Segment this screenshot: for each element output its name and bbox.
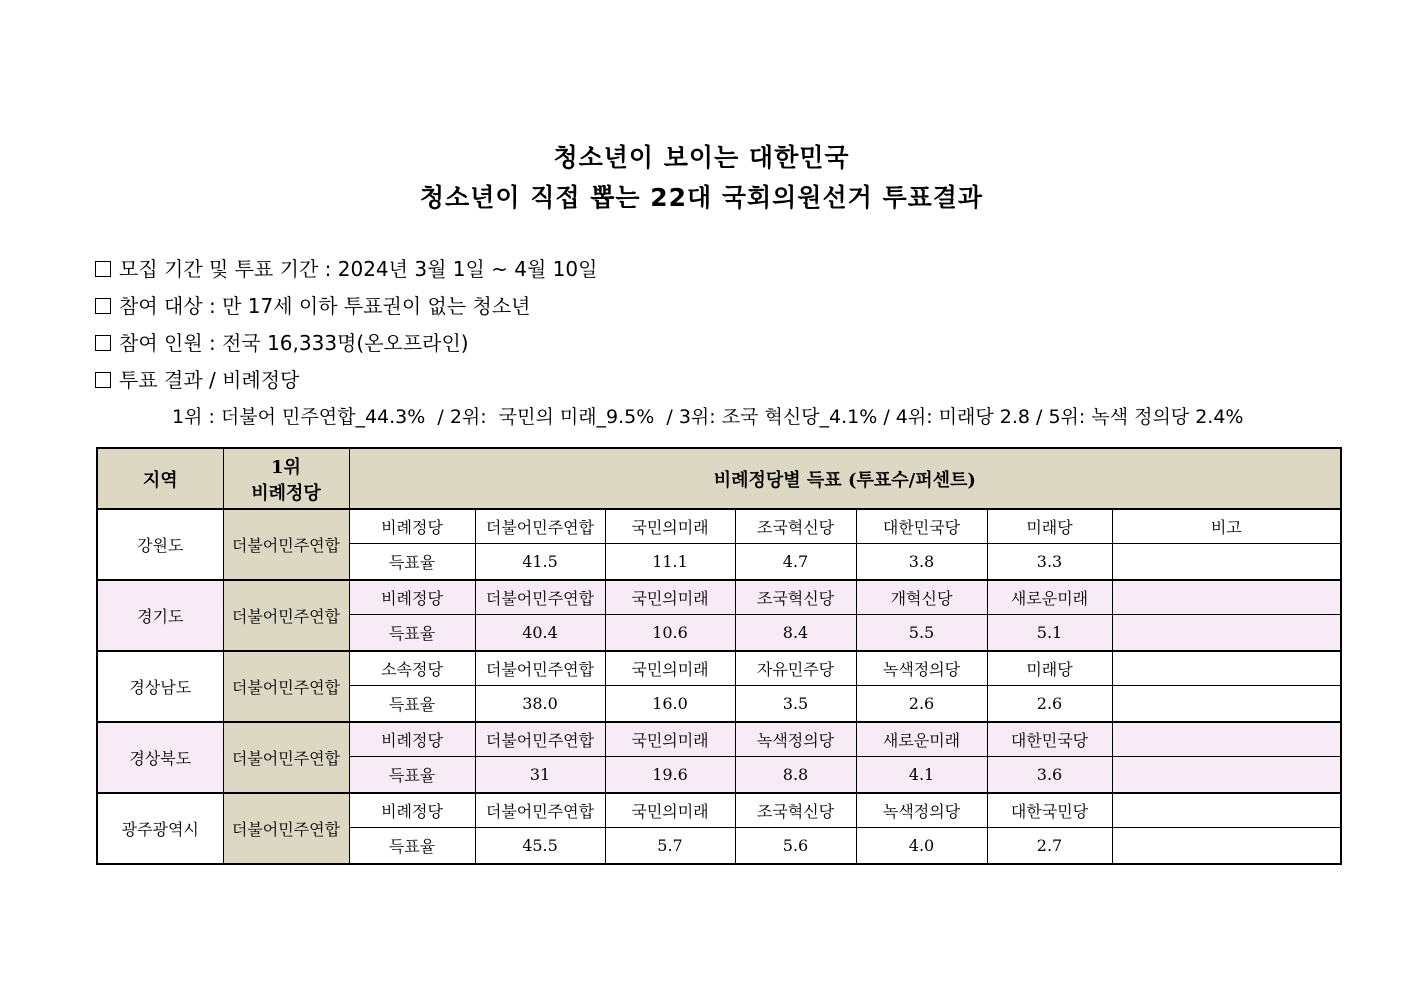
row-label-rate: 득표율 — [349, 544, 475, 581]
party-name-row — [97, 580, 1341, 615]
vote-rate-cell: 41.5 — [475, 544, 605, 581]
first-place-party-cell: 더불어민주연합 — [223, 509, 349, 580]
party-name-cell: 녹색정의당 — [735, 722, 856, 757]
party-name-cell: 자유민주당 — [735, 651, 856, 686]
row-label-party: 소속정당 — [349, 651, 475, 686]
party-name-cell: 대한민국당 — [856, 509, 987, 544]
first-place-party-cell: 더불어민주연합 — [223, 651, 349, 722]
vote-rate-cell: 2.6 — [856, 686, 987, 723]
info-result-heading — [95, 364, 299, 393]
header-first-place — [223, 448, 349, 509]
checkbox-square-icon — [95, 372, 111, 388]
note-cell — [1112, 757, 1341, 794]
vote-rate-cell: 3.5 — [735, 686, 856, 723]
info-recruit-period-text: 모집 기간 및 투표 기간 : 2024년 3월 1일 ~ 4월 10일 — [119, 257, 598, 281]
region-cell: 강원도 — [97, 509, 223, 580]
document-subtitle: 청소년이 직접 뽑는 22대 국회의원선거 투표결과 — [419, 183, 984, 212]
party-name-row — [97, 509, 1341, 544]
row-label-rate: 득표율 — [349, 757, 475, 794]
header-first-place-line2: 비례정당 — [251, 482, 321, 504]
party-name-cell: 국민의미래 — [605, 509, 735, 544]
vote-rate-cell: 4.1 — [856, 757, 987, 794]
checkbox-square-icon — [95, 261, 111, 277]
info-target — [95, 290, 531, 319]
note-cell — [1112, 651, 1341, 686]
row-label-rate: 득표율 — [349, 686, 475, 723]
party-name-cell: 더불어민주연합 — [475, 509, 605, 544]
note-cell — [1112, 615, 1341, 652]
party-name-cell: 국민의미래 — [605, 722, 735, 757]
vote-rate-cell: 45.5 — [475, 828, 605, 865]
region-cell: 경상남도 — [97, 651, 223, 722]
vote-rate-cell: 3.6 — [987, 757, 1112, 794]
party-name-cell: 국민의미래 — [605, 580, 735, 615]
party-name-cell: 미래당 — [987, 651, 1112, 686]
info-participants — [95, 327, 469, 356]
note-cell — [1112, 722, 1341, 757]
party-name-cell: 조국혁신당 — [735, 509, 856, 544]
first-place-party-cell: 더불어민주연합 — [223, 722, 349, 793]
info-result-heading-text: 투표 결과 / 비례정당 — [119, 368, 300, 392]
party-name-cell: 더불어민주연합 — [475, 580, 605, 615]
vote-rate-cell: 38.0 — [475, 686, 605, 723]
header-first-place-line1: 1위 — [271, 456, 301, 478]
row-label-party: 비례정당 — [349, 722, 475, 757]
first-place-party-cell: 더불어민주연합 — [223, 580, 349, 651]
vote-rate-cell: 5.5 — [856, 615, 987, 652]
info-recruit-period — [95, 253, 597, 282]
party-name-cell: 더불어민주연합 — [475, 722, 605, 757]
vote-rate-cell: 3.3 — [987, 544, 1112, 581]
region-cell: 광주광역시 — [97, 793, 223, 864]
checkbox-square-icon — [95, 335, 111, 351]
vote-rate-cell: 4.7 — [735, 544, 856, 581]
checkbox-square-icon — [95, 298, 111, 314]
note-cell — [1112, 544, 1341, 581]
party-name-row — [97, 793, 1341, 828]
vote-rate-cell: 5.6 — [735, 828, 856, 865]
row-label-party: 비례정당 — [349, 509, 475, 544]
party-name-cell: 개혁신당 — [856, 580, 987, 615]
region-block — [97, 509, 1341, 580]
party-name-cell: 국민의미래 — [605, 651, 735, 686]
party-name-cell: 녹색정의당 — [856, 651, 987, 686]
vote-rate-cell: 8.4 — [735, 615, 856, 652]
party-name-cell: 조국혁신당 — [735, 793, 856, 828]
vote-rate-cell: 5.7 — [605, 828, 735, 865]
info-participants-text: 참여 인원 : 전국 16,333명(온오프라인) — [119, 331, 469, 355]
region-cell: 경기도 — [97, 580, 223, 651]
vote-rate-cell: 31 — [475, 757, 605, 794]
vote-rate-cell: 40.4 — [475, 615, 605, 652]
party-name-row — [97, 722, 1341, 757]
note-cell: 비고 — [1112, 509, 1341, 544]
vote-rate-cell: 19.6 — [605, 757, 735, 794]
region-block — [97, 651, 1341, 722]
vote-rate-cell: 3.8 — [856, 544, 987, 581]
party-name-cell: 미래당 — [987, 509, 1112, 544]
ranking-summary: 1위 : 더불어 민주연합_44.3% / 2위: 국민의 미래_9.5% / 3위: 조국 혁신당_4.1% / 4위: 미래당 2.8 / 5위: 녹색 정의당 2.4% — [172, 406, 1244, 428]
vote-rate-cell: 2.6 — [987, 686, 1112, 723]
party-name-cell: 새로운미래 — [856, 722, 987, 757]
party-name-cell: 대한민국당 — [987, 722, 1112, 757]
vote-rate-cell: 4.0 — [856, 828, 987, 865]
region-block — [97, 580, 1341, 651]
row-label-party: 비례정당 — [349, 580, 475, 615]
note-cell — [1112, 828, 1341, 865]
party-name-cell: 조국혁신당 — [735, 580, 856, 615]
vote-rate-cell: 10.6 — [605, 615, 735, 652]
header-region: 지역 — [97, 448, 223, 509]
party-name-row — [97, 651, 1341, 686]
party-name-cell: 새로운미래 — [987, 580, 1112, 615]
results-table — [96, 447, 1342, 865]
note-cell — [1112, 580, 1341, 615]
note-cell — [1112, 686, 1341, 723]
party-name-cell: 녹색정의당 — [856, 793, 987, 828]
row-label-rate: 득표율 — [349, 615, 475, 652]
vote-rate-cell: 5.1 — [987, 615, 1112, 652]
region-cell: 경상북도 — [97, 722, 223, 793]
header-party-votes: 비례정당별 득표 (투표수/퍼센트) — [349, 448, 1341, 509]
row-label-party: 비례정당 — [349, 793, 475, 828]
region-block — [97, 793, 1341, 864]
document-title: 청소년이 보이는 대한민국 — [553, 143, 850, 172]
party-name-cell: 더불어민주연합 — [475, 651, 605, 686]
vote-rate-cell: 11.1 — [605, 544, 735, 581]
party-name-cell: 더불어민주연합 — [475, 793, 605, 828]
table-header-row — [97, 448, 1341, 509]
vote-rate-cell: 8.8 — [735, 757, 856, 794]
vote-rate-cell: 16.0 — [605, 686, 735, 723]
party-name-cell: 대한국민당 — [987, 793, 1112, 828]
party-name-cell: 국민의미래 — [605, 793, 735, 828]
note-cell — [1112, 793, 1341, 828]
info-target-text: 참여 대상 : 만 17세 이하 투표권이 없는 청소년 — [119, 294, 531, 318]
region-block — [97, 722, 1341, 793]
first-place-party-cell: 더불어민주연합 — [223, 793, 349, 864]
vote-rate-cell: 2.7 — [987, 828, 1112, 865]
row-label-rate: 득표율 — [349, 828, 475, 865]
